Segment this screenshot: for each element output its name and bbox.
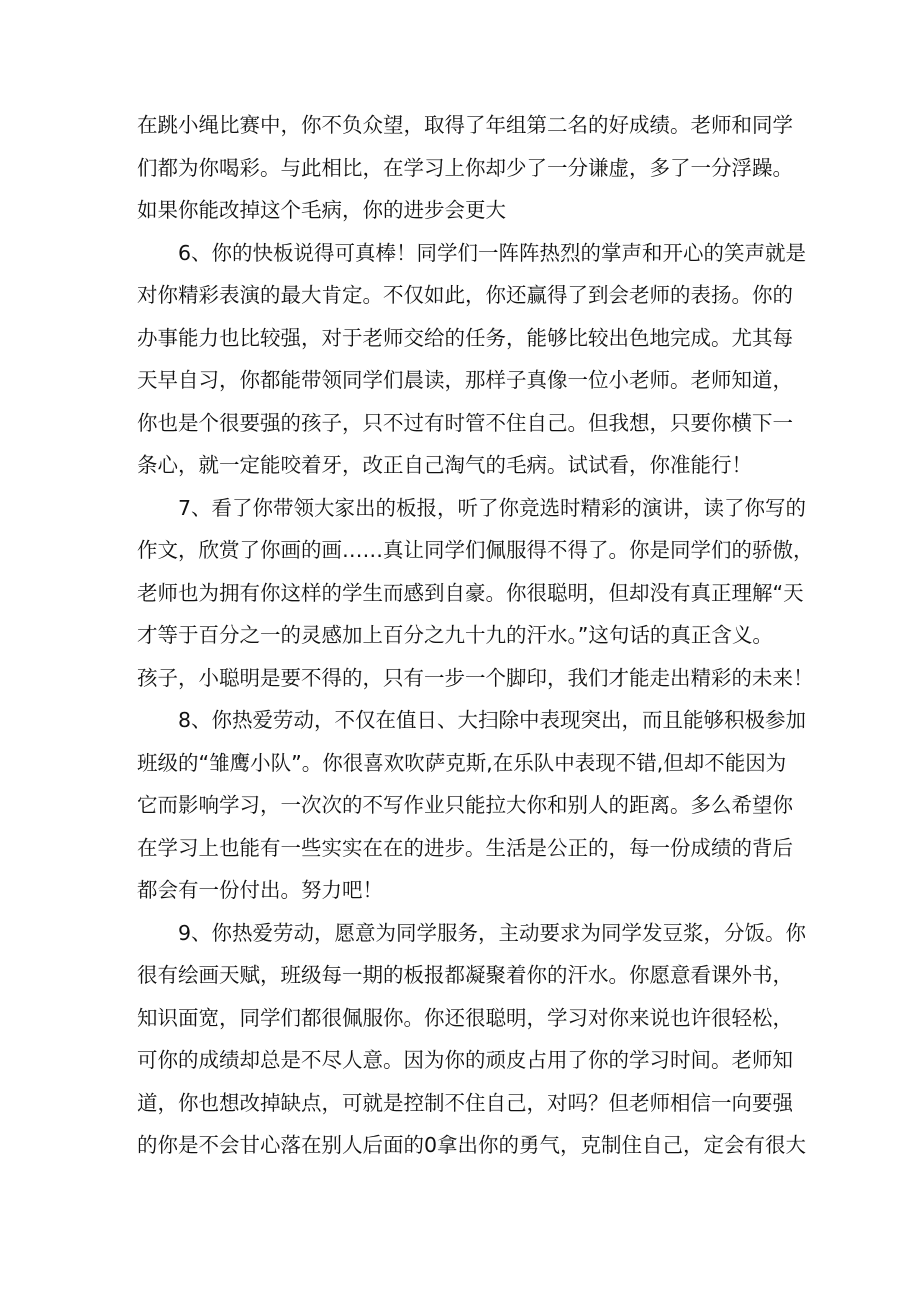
text-line: 可你的成绩却总是不尽人意。因为你的顽皮占用了你的学习时间。老师知 [137,1048,793,1072]
text-line: 对你精彩表演的最大肯定。不仅如此，你还赢得了到会老师的表扬。你的 [137,283,793,307]
text-line: 它而影响学习，一次次的不写作业只能拉大你和别人的距离。多么希望你 [137,793,793,817]
document-body [137,104,814,1167]
text-line: 作文，欣赏了你画的画……真让同学们佩服得不得了。你是同学们的骄傲， [137,538,814,562]
paragraph-7-start: 7、看了你带领大家出的板报，听了你竞选时精彩的演讲，读了你写的 [178,495,807,520]
text-line: 孩子，小聪明是要不得的，只有一步一个脚印，我们才能走出精彩的未来！ [137,665,814,690]
paragraph-8-start: 8、你热爱劳动，不仅在值日、大扫除中表现突出，而且能够积极参加 [178,708,807,732]
text-line: 天早自习，你都能带领同学们晨读，那样子真像一位小老师。老师知道， [137,368,793,392]
text-line: 都会有一份付出。努力吧！ [137,878,383,902]
text-line: 如果你能改掉这个毛病，你的进步会更大 [137,198,506,222]
text-line: 在跳小绳比赛中，你不负众望，取得了年组第二名的好成绩。老师和同学 [137,113,793,137]
text-line: 你也是个很要强的孩子，只不过有时管不住自己。但我想，只要你横下一 [137,410,793,435]
text-line: 班级的“雏鹰小队”。你很喜欢吹萨克斯,在乐队中表现不错,但却不能因为 [137,750,787,775]
text-line: 的你是不会甘心落在别人后面的0拿出你的勇气，克制住自己，定会有很大 [137,1133,807,1157]
text-line: 知识面宽，同学们都很佩服你。你还很聪明，学习对你来说也许很轻松， [137,1005,793,1030]
text-line: 才等于百分之一的灵感加上百分之九十九的汗水。”这句话的真正含义。 [137,623,773,647]
text-line: 很有绘画天赋，班级每一期的板报都凝聚着你的汗水。你愿意看课外书， [137,963,793,987]
text-line: 道，你也想改掉缺点，可就是控制不住自己，对吗？但老师相信一向要强 [137,1090,793,1115]
text-line: 在学习上也能有一些实实在在的进步。生活是公正的，每一份成绩的背后 [137,835,793,860]
paragraph-6-start: 6、你的快板说得可真棒！同学们一阵阵热烈的掌声和开心的笑声就是 [178,240,807,265]
text-line: 们都为你喝彩。与此相比，在学习上你却少了一分谦虚，多了一分浮躁。 [137,155,793,180]
text-line: 老师也为拥有你这样的学生而感到自豪。你很聪明，但却没有真正理解“天 [137,580,804,605]
text-line: 条心，就一定能咬着牙，改正自己淘气的毛病。试试看，你准能行！ [137,453,752,477]
paragraph-9-start: 9、你热爱劳动，愿意为同学服务，主动要求为同学发豆浆，分饭。你 [178,920,807,945]
text-line: 办事能力也比较强，对于老师交给的任务，能够比较出色地完成。尤其每 [137,325,793,350]
